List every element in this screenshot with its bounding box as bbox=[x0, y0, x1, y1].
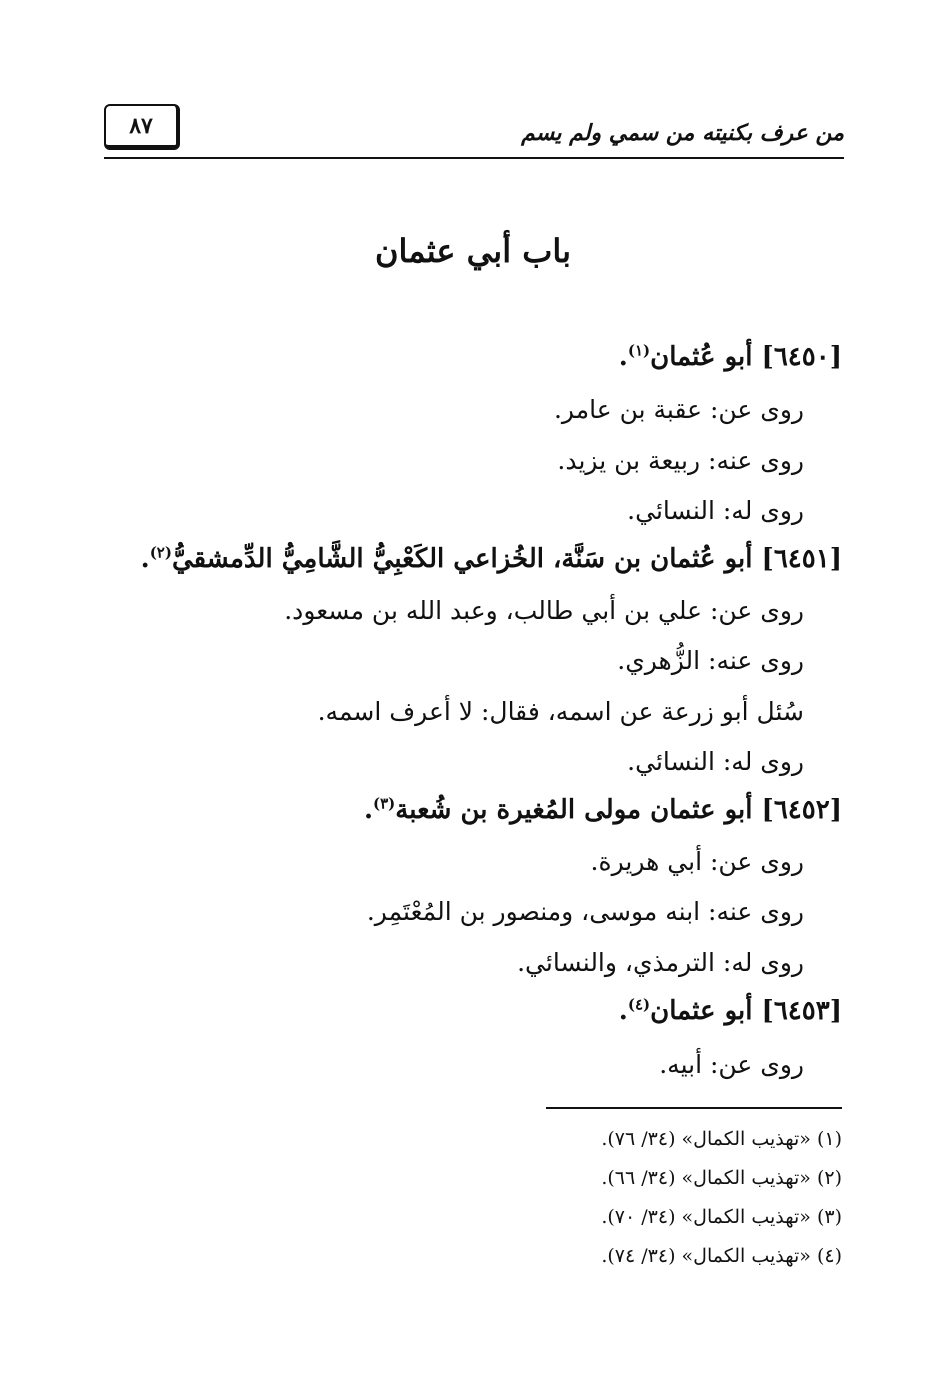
footnote: (٢) «تهذيب الكمال» (٣٤/ ٦٦). bbox=[601, 1167, 842, 1189]
entry-heading-end: . bbox=[618, 996, 628, 1026]
entry-heading bbox=[100, 788, 842, 832]
entry-line: روى عن: علي بن أبي طالب، وعبد الله بن مسعود. bbox=[284, 596, 804, 625]
entry-line: روى عن: أبي هريرة. bbox=[590, 847, 804, 876]
page-number: ٨٧ bbox=[104, 104, 180, 150]
entry-heading-end: . bbox=[363, 795, 373, 825]
entry-line: روى له: النسائي. bbox=[627, 496, 804, 525]
entry-heading bbox=[100, 335, 842, 379]
entry-line: روى عنه: ربيعة بن يزيد. bbox=[557, 446, 804, 475]
footnote: (٣) «تهذيب الكمال» (٣٤/ ٧٠). bbox=[601, 1206, 842, 1228]
header-rule bbox=[104, 157, 844, 159]
chapter-title: باب أبي عثمان bbox=[374, 232, 572, 270]
entry-line: روى له: النسائي. bbox=[627, 747, 804, 776]
entry-heading bbox=[100, 989, 842, 1033]
footnote-ref: (١) bbox=[627, 341, 651, 360]
footnote-ref: (٤) bbox=[627, 995, 651, 1014]
entry-line: روى عنه: ابنه موسى، ومنصور بن المُعْتَمِر. bbox=[366, 897, 804, 926]
entry-heading-text: [٦٤٥١] أبو عُثمان بن سَنَّة، الخُزاعي الكَعْبِيُّ الشَّامِيُّ الدِّمشقيُّ bbox=[171, 544, 842, 574]
footnote: (١) «تهذيب الكمال» (٣٤/ ٧٦). bbox=[601, 1128, 842, 1150]
footnote: (٤) «تهذيب الكمال» (٣٤/ ٧٤). bbox=[601, 1245, 842, 1267]
footnote-ref: (٣) bbox=[373, 794, 396, 813]
entry-heading-text: [٦٤٥٢] أبو عثمان مولى المُغيرة بن شُعبة bbox=[395, 795, 842, 825]
footnote-ref: (٢) bbox=[149, 543, 172, 562]
entry-line: روى عن: عقبة بن عامر. bbox=[553, 395, 804, 424]
entry-line: روى عن: أبيه. bbox=[659, 1050, 804, 1079]
footnote-rule bbox=[546, 1107, 842, 1109]
entry-heading bbox=[100, 537, 842, 581]
entry-line: روى عنه: الزُّهري. bbox=[617, 646, 804, 675]
entry-heading-end: . bbox=[140, 544, 150, 574]
entry-line: سُئل أبو زرعة عن اسمه، فقال: لا أعرف اسمه. bbox=[317, 697, 804, 726]
running-head: من عرف بكنيته من سمي ولم يسم bbox=[521, 120, 844, 146]
entry-line: روى له: الترمذي، والنسائي. bbox=[517, 948, 804, 977]
entry-heading-text: [٦٤٥٣] أبو عثمان bbox=[650, 996, 842, 1026]
entry-heading-end: . bbox=[618, 342, 628, 372]
entry-heading-text: [٦٤٥٠] أبو عُثمان bbox=[650, 342, 842, 372]
